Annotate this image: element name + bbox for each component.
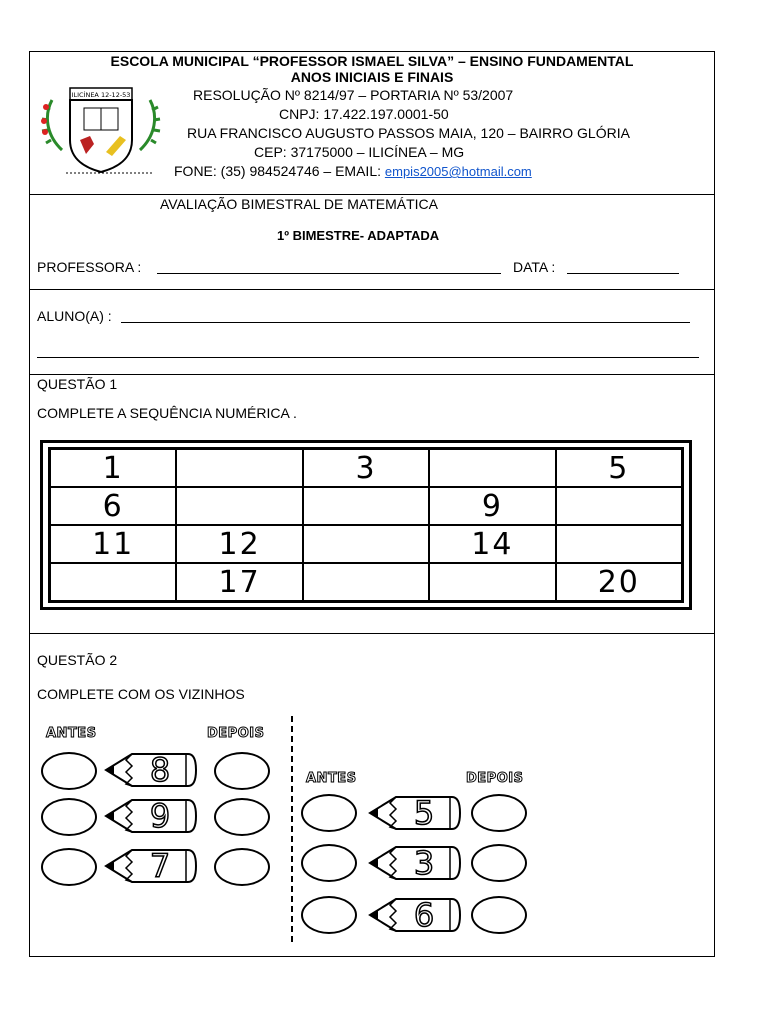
before-label: ANTES [46, 726, 97, 741]
school-crest-logo [36, 80, 166, 175]
pencil-number-5 [366, 793, 462, 833]
sequence-cell: 5 [556, 449, 682, 487]
after-label: DEPOIS [207, 726, 265, 741]
sequence-table [40, 440, 692, 610]
pencil-number-6 [366, 895, 462, 935]
sequence-cell: 12 [176, 525, 302, 563]
sequence-cell-blank[interactable] [176, 449, 302, 487]
pencil-number-3 [366, 843, 462, 883]
pencil-number-9 [102, 796, 198, 836]
sequence-cell-blank[interactable] [556, 487, 682, 525]
sequence-cell: 17 [176, 563, 302, 601]
before-answer-oval[interactable] [41, 848, 97, 886]
teacher-input-line[interactable] [157, 273, 501, 274]
exam-title: AVALIAÇÃO BIMESTRAL DE MATEMÁTICA [160, 196, 438, 212]
pencil-number: 5 [413, 794, 435, 832]
student-label: ALUNO(A) : [37, 308, 112, 324]
dashed-divider [291, 716, 293, 942]
after-answer-oval[interactable] [214, 798, 270, 836]
sequence-cell-blank[interactable] [303, 525, 429, 563]
divider-header [29, 194, 715, 195]
sequence-cell-blank[interactable] [303, 563, 429, 601]
before-answer-oval[interactable] [301, 896, 357, 934]
sequence-cell: 9 [429, 487, 555, 525]
sequence-cell: 1 [50, 449, 176, 487]
pencil-number-8 [102, 750, 198, 790]
student-input-line-2[interactable] [37, 357, 699, 358]
sequence-cell-blank[interactable] [556, 525, 682, 563]
teacher-label: PROFESSORA : [37, 259, 142, 275]
pencil-number: 7 [149, 847, 171, 885]
resolution-text: RESOLUÇÃO Nº 8214/97 – PORTARIA Nº 53/2007 [193, 87, 514, 103]
email-link[interactable]: empis2005@hotmail.com [384, 164, 532, 179]
before-label: ANTES [306, 771, 357, 786]
contact-line [174, 163, 532, 180]
pencil-number: 6 [413, 896, 435, 934]
after-answer-oval[interactable] [471, 844, 527, 882]
q1-instruction: COMPLETE A SEQUÊNCIA NUMÉRICA . [37, 405, 297, 421]
sequence-cell: 11 [50, 525, 176, 563]
divider-q1 [29, 633, 715, 634]
sequence-cell-blank[interactable] [429, 449, 555, 487]
student-input-line[interactable] [121, 322, 690, 323]
school-name: ESCOLA MUNICIPAL “PROFESSOR ISMAEL SILVA” – ENSINO FUNDAMENTAL [110, 53, 634, 69]
logo-text: ILICÍNEA 12-12-53 [71, 91, 131, 99]
divider-exam-info [29, 289, 715, 290]
pencil-number: 9 [149, 797, 171, 835]
neighbors-exercise [36, 712, 548, 944]
pencil-number: 8 [149, 751, 171, 789]
after-answer-oval[interactable] [471, 896, 527, 934]
sequence-cell: 20 [556, 563, 682, 601]
sequence-cell-blank[interactable] [176, 487, 302, 525]
cnpj-text: CNPJ: 17.422.197.0001-50 [279, 106, 449, 122]
exam-subtitle: 1º BIMESTRE- ADAPTADA [277, 228, 440, 243]
date-input-line[interactable] [567, 273, 679, 274]
q2-instruction: COMPLETE COM OS VIZINHOS [37, 686, 245, 702]
cep-text: CEP: 37175000 – ILICÍNEA – MG [254, 144, 465, 160]
before-answer-oval[interactable] [41, 752, 97, 790]
pencil-number-7 [102, 846, 198, 886]
school-levels: ANOS INICIAIS E FINAIS [290, 69, 454, 85]
before-answer-oval[interactable] [301, 844, 357, 882]
sequence-cell-blank[interactable] [50, 563, 176, 601]
pencil-number: 3 [413, 844, 435, 882]
date-label: DATA : [513, 259, 556, 275]
phone-text: FONE: (35) 984524746 – EMAIL: [174, 163, 385, 179]
after-answer-oval[interactable] [214, 752, 270, 790]
sequence-cell: 6 [50, 487, 176, 525]
before-answer-oval[interactable] [301, 794, 357, 832]
after-answer-oval[interactable] [214, 848, 270, 886]
after-answer-oval[interactable] [471, 794, 527, 832]
before-answer-oval[interactable] [41, 798, 97, 836]
after-label: DEPOIS [466, 771, 524, 786]
sequence-cell-blank[interactable] [303, 487, 429, 525]
q1-number: QUESTÃO 1 [37, 376, 118, 392]
q2-number: QUESTÃO 2 [37, 652, 118, 668]
address-text: RUA FRANCISCO AUGUSTO PASSOS MAIA, 120 – BAIRRO GLÓRIA [187, 125, 630, 141]
sequence-cell: 14 [429, 525, 555, 563]
sequence-cell: 3 [303, 449, 429, 487]
divider-student [29, 374, 715, 375]
sequence-cell-blank[interactable] [429, 563, 555, 601]
